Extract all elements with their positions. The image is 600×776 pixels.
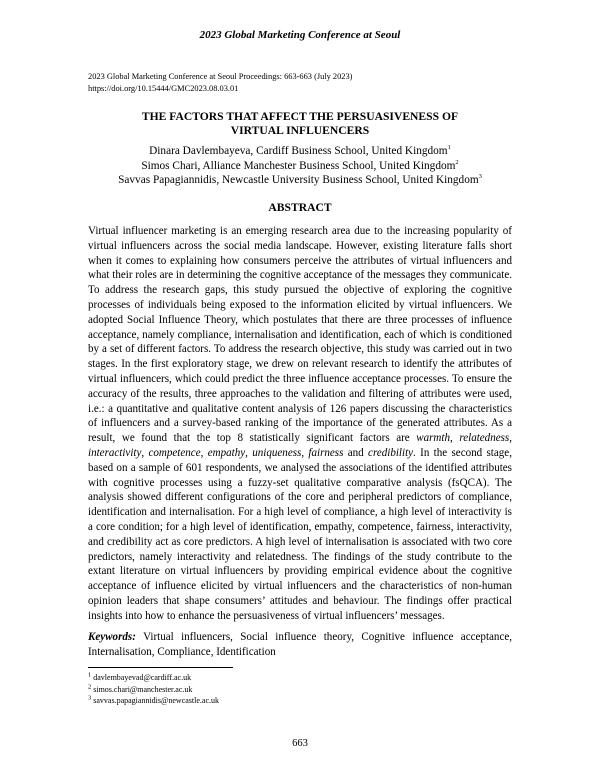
separator: , xyxy=(450,432,460,445)
footnote-1-email[interactable]: davlembayevad@cardiff.ac.uk xyxy=(93,673,192,682)
separator: , xyxy=(200,446,208,459)
separator: , xyxy=(141,446,149,459)
author-2-text: Simos Chari, Alliance Manchester Business School, United Kingdom xyxy=(141,159,456,172)
footnote-2-email[interactable]: simos.chari@manchester.ac.uk xyxy=(93,684,193,694)
author-1-text: Dinara Davlembayeva, Cardiff Business School, United Kingdom xyxy=(149,145,448,157)
paper-title xyxy=(88,110,512,138)
footnote-divider xyxy=(88,667,233,668)
footnotes xyxy=(88,672,508,707)
author-3-text: Savvas Papagiannidis, Newcastle University Business School, United Kingdom xyxy=(118,174,479,187)
keywords xyxy=(88,630,512,660)
proceedings-citation: 2023 Global Marketing Conference at Seoul Proceedings: 663-663 (July 2023) xyxy=(88,72,353,81)
abstract-text-part-1: Virtual influencer marketing is an emerging research area due to the increasing popularity of virtual influencers across the social media landscape. However, existing literature falls short when it comes to explaining how consumers perceive the attributes of virtual influencers and what their roles are in determining the cognitive acceptance of the messages they communicate. To address the research gaps, this study pursued the objective of exploring the cognitive processes of individuals being exposed to the information elicited by virtual influencers. We adopted Social Influence Theory, which postulates that there are three processes of influence acceptance, namely compliance, internalisation and identification, each of which is conditioned by a set of different factors. To address the research objective, this study was carried out in two stages. In the first exploratory stage, we drew on relevant research to identify the attributes of virtual influencers, which could predict the three influence acceptance processes. To ensure the accuracy of the results, three approaches to the validation and filtering of attributes were used, i.e.: a quantitative and qualitative content analysis of 126 papers discussing the characteristics of influencers and a survey-based ranking of the importance of the generated attributes. As a result, we found that the top 8 statistically significant factors are xyxy=(88,225,512,445)
factor-competence: competence xyxy=(148,446,201,459)
running-header: 2023 Global Marketing Conference at Seoul xyxy=(199,29,401,41)
footnote-3-mark: 3 xyxy=(88,694,92,702)
author-3 xyxy=(88,173,512,188)
keywords-text: Virtual influencers, Social influence theory, Cognitive influence acceptance, Internalisation, Compliance, Identification xyxy=(88,631,513,658)
footnote-2 xyxy=(88,684,508,696)
title-line-2: VIRTUAL INFLUENCERS xyxy=(230,124,370,137)
separator: , xyxy=(301,446,309,459)
footnote-2-mark: 2 xyxy=(88,682,92,690)
proceedings-info xyxy=(88,71,518,94)
author-3-footnote-mark: 3 xyxy=(478,173,482,181)
separator: , xyxy=(245,446,253,459)
footnote-1 xyxy=(88,672,508,684)
factor-fairness: fairness xyxy=(308,446,344,459)
author-list xyxy=(88,144,512,188)
keywords-label: Keywords: xyxy=(88,631,136,643)
abstract-body xyxy=(88,224,512,624)
doi-link[interactable]: https://doi.org/10.15444/GMC2023.08.03.01 xyxy=(88,83,239,93)
footnote-1-mark: 1 xyxy=(88,671,92,679)
factor-credibility: credibility xyxy=(368,446,414,459)
author-1 xyxy=(88,144,512,159)
abstract-heading: ABSTRACT xyxy=(268,201,332,214)
footnote-3 xyxy=(88,695,508,707)
abstract-text-part-2: . In the second stage, based on a sample of 601 respondents, we analysed the associations of the identified attributes with cognitive processes using a fuzzy-set qualitative comparative analysis (fsQCA). The analysis showed different configurations of the core and peripheral predictors of compliance, identification and internalisation. For a high level of compliance, a high level of interactivity is a core condition; for a high level of identification, empathy, competence, fairness, interactivity, and credibility act as core predictors. A high level of internalisation is associated with two core predictors, namely interactivity and relatedness. The findings of the study contribute to the extant literature on virtual influencers by providing empirical evidence about the cognitive acceptance of influence elicited by virtual influencers and the characteristics of non-human opinion leaders that shape consumers’ attitudes and behaviour. The findings offer practical insights into how to enhance the persuasiveness of virtual influencers’ messages. xyxy=(88,446,512,622)
factor-empathy: empathy xyxy=(207,446,246,459)
factor-warmth: warmth xyxy=(416,432,450,445)
author-2 xyxy=(88,159,512,174)
factor-interactivity: interactivity xyxy=(88,446,142,459)
page-number: 663 xyxy=(292,738,308,749)
separator: and xyxy=(343,446,369,459)
factor-relatedness: relatedness xyxy=(459,432,510,445)
separator: , xyxy=(509,432,512,445)
author-1-footnote-mark: 1 xyxy=(447,144,451,152)
footnote-3-email[interactable]: savvas.papagiannidis@newcastle.ac.uk xyxy=(93,696,220,705)
title-line-1: THE FACTORS THAT AFFECT THE PERSUASIVENESS OF xyxy=(141,110,459,123)
factor-uniqueness: uniqueness xyxy=(252,446,302,459)
author-2-footnote-mark: 2 xyxy=(455,158,459,166)
